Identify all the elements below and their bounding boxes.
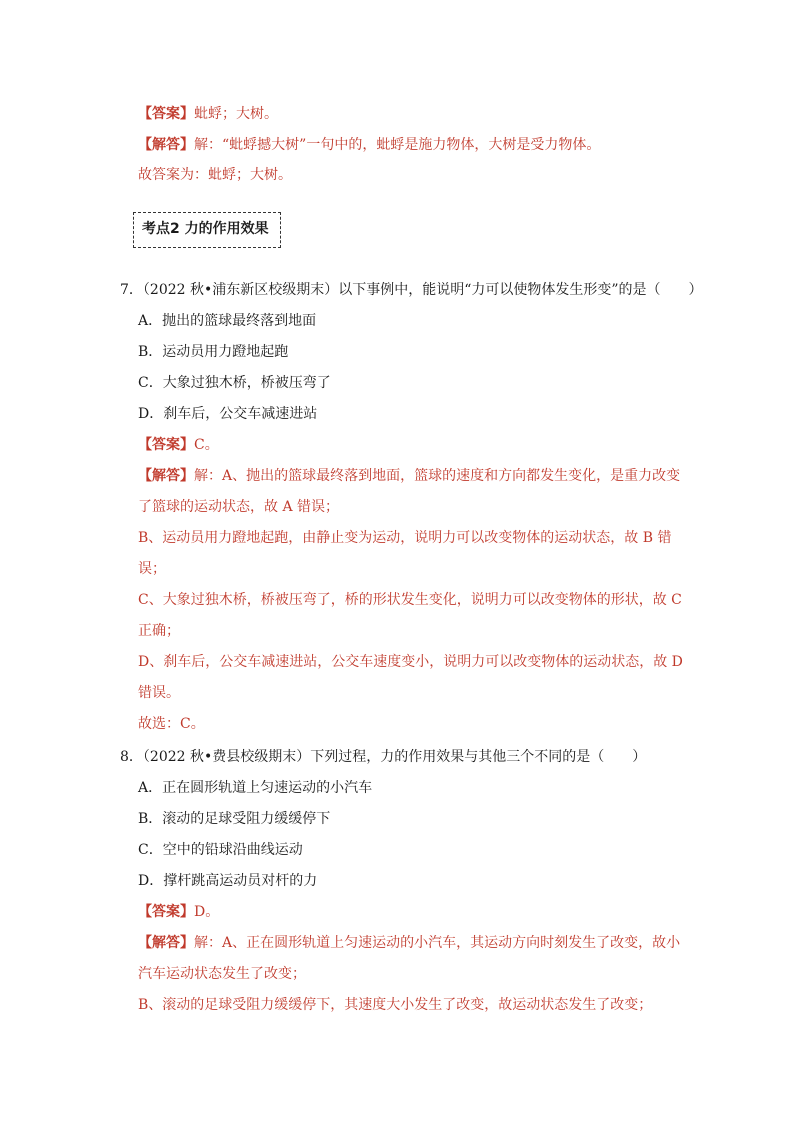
q7-analysis-line-1 <box>138 466 680 486</box>
q8-analysis-line-1 <box>138 933 680 953</box>
q8-analysis-line-3: B、滚动的足球受阻力缓缓停下，其速度大小发生了改变，故运动状态发生了改变； <box>138 997 653 1013</box>
q7-analysis-line-8: 错误。 <box>138 685 180 701</box>
q7-option-c: C．大象过独木桥，桥被压弯了 <box>138 375 331 391</box>
q7-analysis-line-7: D、刹车后，公交车减速进站，公交车速度变小，说明力可以改变物体的运动状态，故 D <box>138 654 683 670</box>
q8-option-c: C．空中的铅球沿曲线运动 <box>138 842 303 858</box>
q7-answer-tag: 【答案】 <box>138 437 194 453</box>
q7-analysis-line-4: 误； <box>138 561 166 577</box>
q7-analysis-tag: 【解答】 <box>138 468 194 484</box>
analysis-tag: 【解答】 <box>138 137 194 153</box>
q7-option-b: B．运动员用力蹬地起跑 <box>138 344 289 360</box>
q8-stem: 8．（2022 秋•费县校级期末）下列过程，力的作用效果与其他三个不同的是（ ） <box>120 749 647 765</box>
q7-stem: 7．（2022 秋•浦东新区校级期末）以下事例中，能说明“力可以使物体发生形变”的是（ ） <box>120 282 703 298</box>
q8-option-b: B．滚动的足球受阻力缓缓停下 <box>138 811 331 827</box>
q7-analysis-line-3: B、运动员用力蹬地起跑，由静止变为运动，说明力可以改变物体的运动状态，故 B 错 <box>138 530 672 546</box>
answer-text: 蚍蜉；大树。 <box>194 106 278 122</box>
q8-option-d: D．撑杆跳高运动员对杆的力 <box>138 873 318 889</box>
q7-analysis-line-2: 了篮球的运动状态，故 A 错误； <box>138 499 340 515</box>
q7-analysis-line-5: C、大象过独木桥，桥被压弯了，桥的形状发生变化，说明力可以改变物体的形状，故 C <box>138 592 682 608</box>
q7-option-d: D．刹车后，公交车减速进站 <box>138 406 318 422</box>
q7-option-a: A．抛出的篮球最终落到地面 <box>138 313 317 329</box>
analysis-text: 解：“蚍蜉撼大树”一句中的，蚍蜉是施力物体，大树是受力物体。 <box>194 137 601 153</box>
q8-analysis-text: 解：A、正在圆形轨道上匀速运动的小汽车，其运动方向时刻发生了改变，故小 <box>194 935 681 951</box>
q7-final: 故选：C。 <box>138 716 205 732</box>
q8-analysis-line-2: 汽车运动状态发生了改变； <box>138 966 306 982</box>
q7-answer-text: C。 <box>194 437 219 453</box>
q7-analysis-line-6: 正确； <box>138 623 180 639</box>
final-answer: 故答案为：蚍蜉；大树。 <box>138 167 292 183</box>
answer-line <box>138 104 278 124</box>
q8-analysis-tag: 【解答】 <box>138 935 194 951</box>
analysis-line <box>138 135 600 155</box>
q8-answer-text: D。 <box>194 904 220 920</box>
section-label: 考点2 力的作用效果 <box>133 212 281 248</box>
q7-answer <box>138 435 219 455</box>
q8-answer-tag: 【答案】 <box>138 904 194 920</box>
q8-answer <box>138 902 219 922</box>
q7-analysis-text: 解：A、抛出的篮球最终落到地面，篮球的速度和方向都发生变化，是重力改变 <box>194 468 681 484</box>
q8-option-a: A．正在圆形轨道上匀速运动的小汽车 <box>138 780 373 796</box>
answer-tag: 【答案】 <box>138 106 194 122</box>
